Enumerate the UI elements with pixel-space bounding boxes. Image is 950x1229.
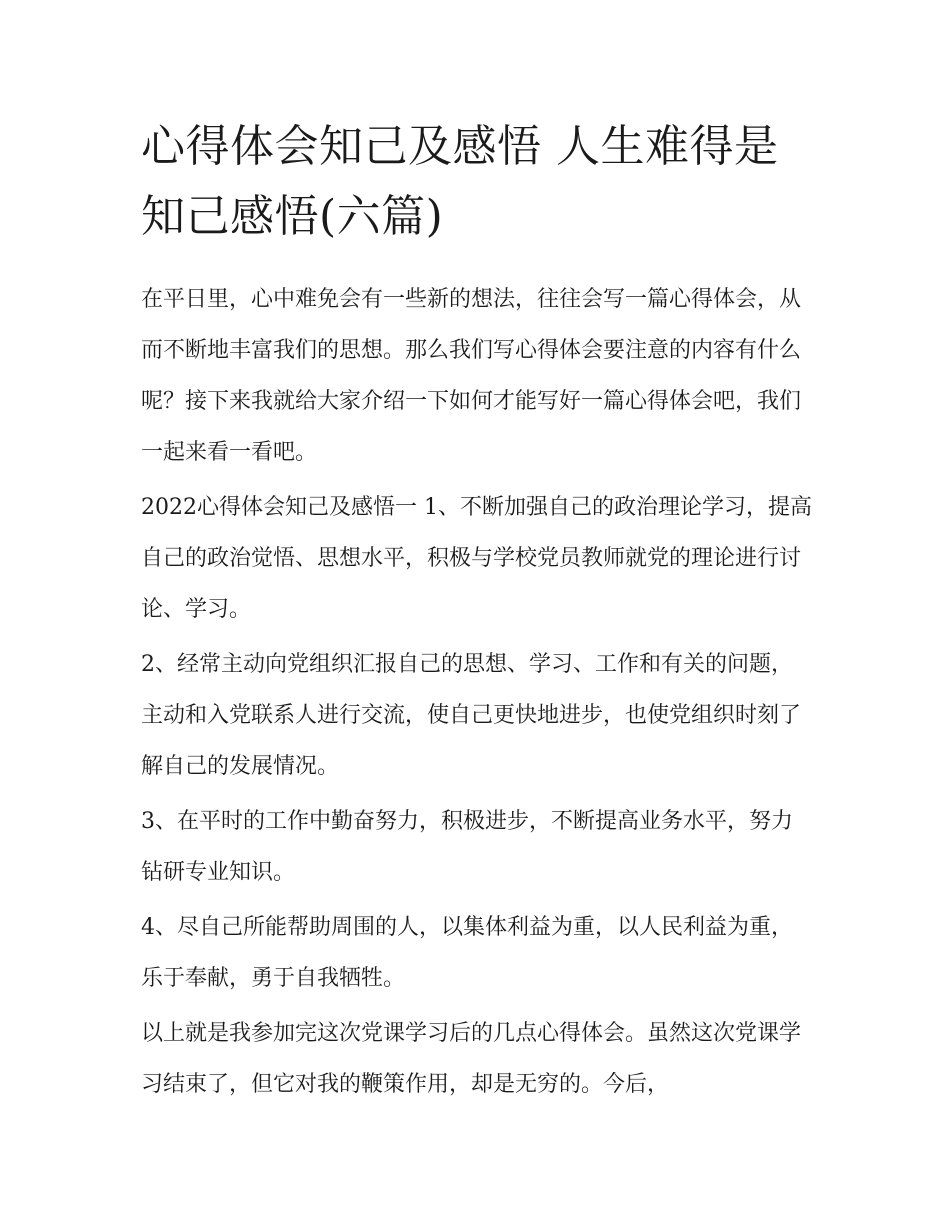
- paragraph-item-2: 2、经常主动向党组织汇报自己的思想、学习、工作和有关的问题，主动和入党联系人进行交流，使自己更快地进步，也使党组织时刻了解自己的发展情况。: [141, 652, 802, 779]
- paragraph-item-4: 4、尽自己所能帮助周围的人，以集体利益为重，以人民利益为重，乐于奉献，勇于自我牺牲。: [141, 915, 793, 991]
- document-content: [141, 112, 813, 1114]
- paragraph-item-3: 3、在平时的工作中勤奋努力，积极进步，不断提高业务水平，努力钻研专业知识。: [141, 809, 793, 885]
- paragraph-conclusion: 以上就是我参加完这次党课学习后的几点心得体会。虽然这次党课学习结束了，但它对我的鞭策作用，却是无穷的。今后，: [141, 1021, 802, 1097]
- document-title: 心得体会知己及感悟 人生难得是知己感悟(六篇): [141, 121, 779, 242]
- paragraph-intro: 在平日里，心中难免会有一些新的想法，往往会写一篇心得体会，从而不断地丰富我们的思想。那么我们写心得体会要注意的内容有什么呢？接下来我就给大家介绍一下如何才能写好一篇心得体会吧，我们一起来看一看吧。: [141, 287, 802, 465]
- document-body: [141, 274, 813, 1110]
- paragraph-item-1: 2022心得体会知己及感悟一 1、不断加强自己的政治理论学习，提高自己的政治觉悟、思想水平，积极与学校党员教师就党的理论进行讨论、学习。: [141, 495, 812, 622]
